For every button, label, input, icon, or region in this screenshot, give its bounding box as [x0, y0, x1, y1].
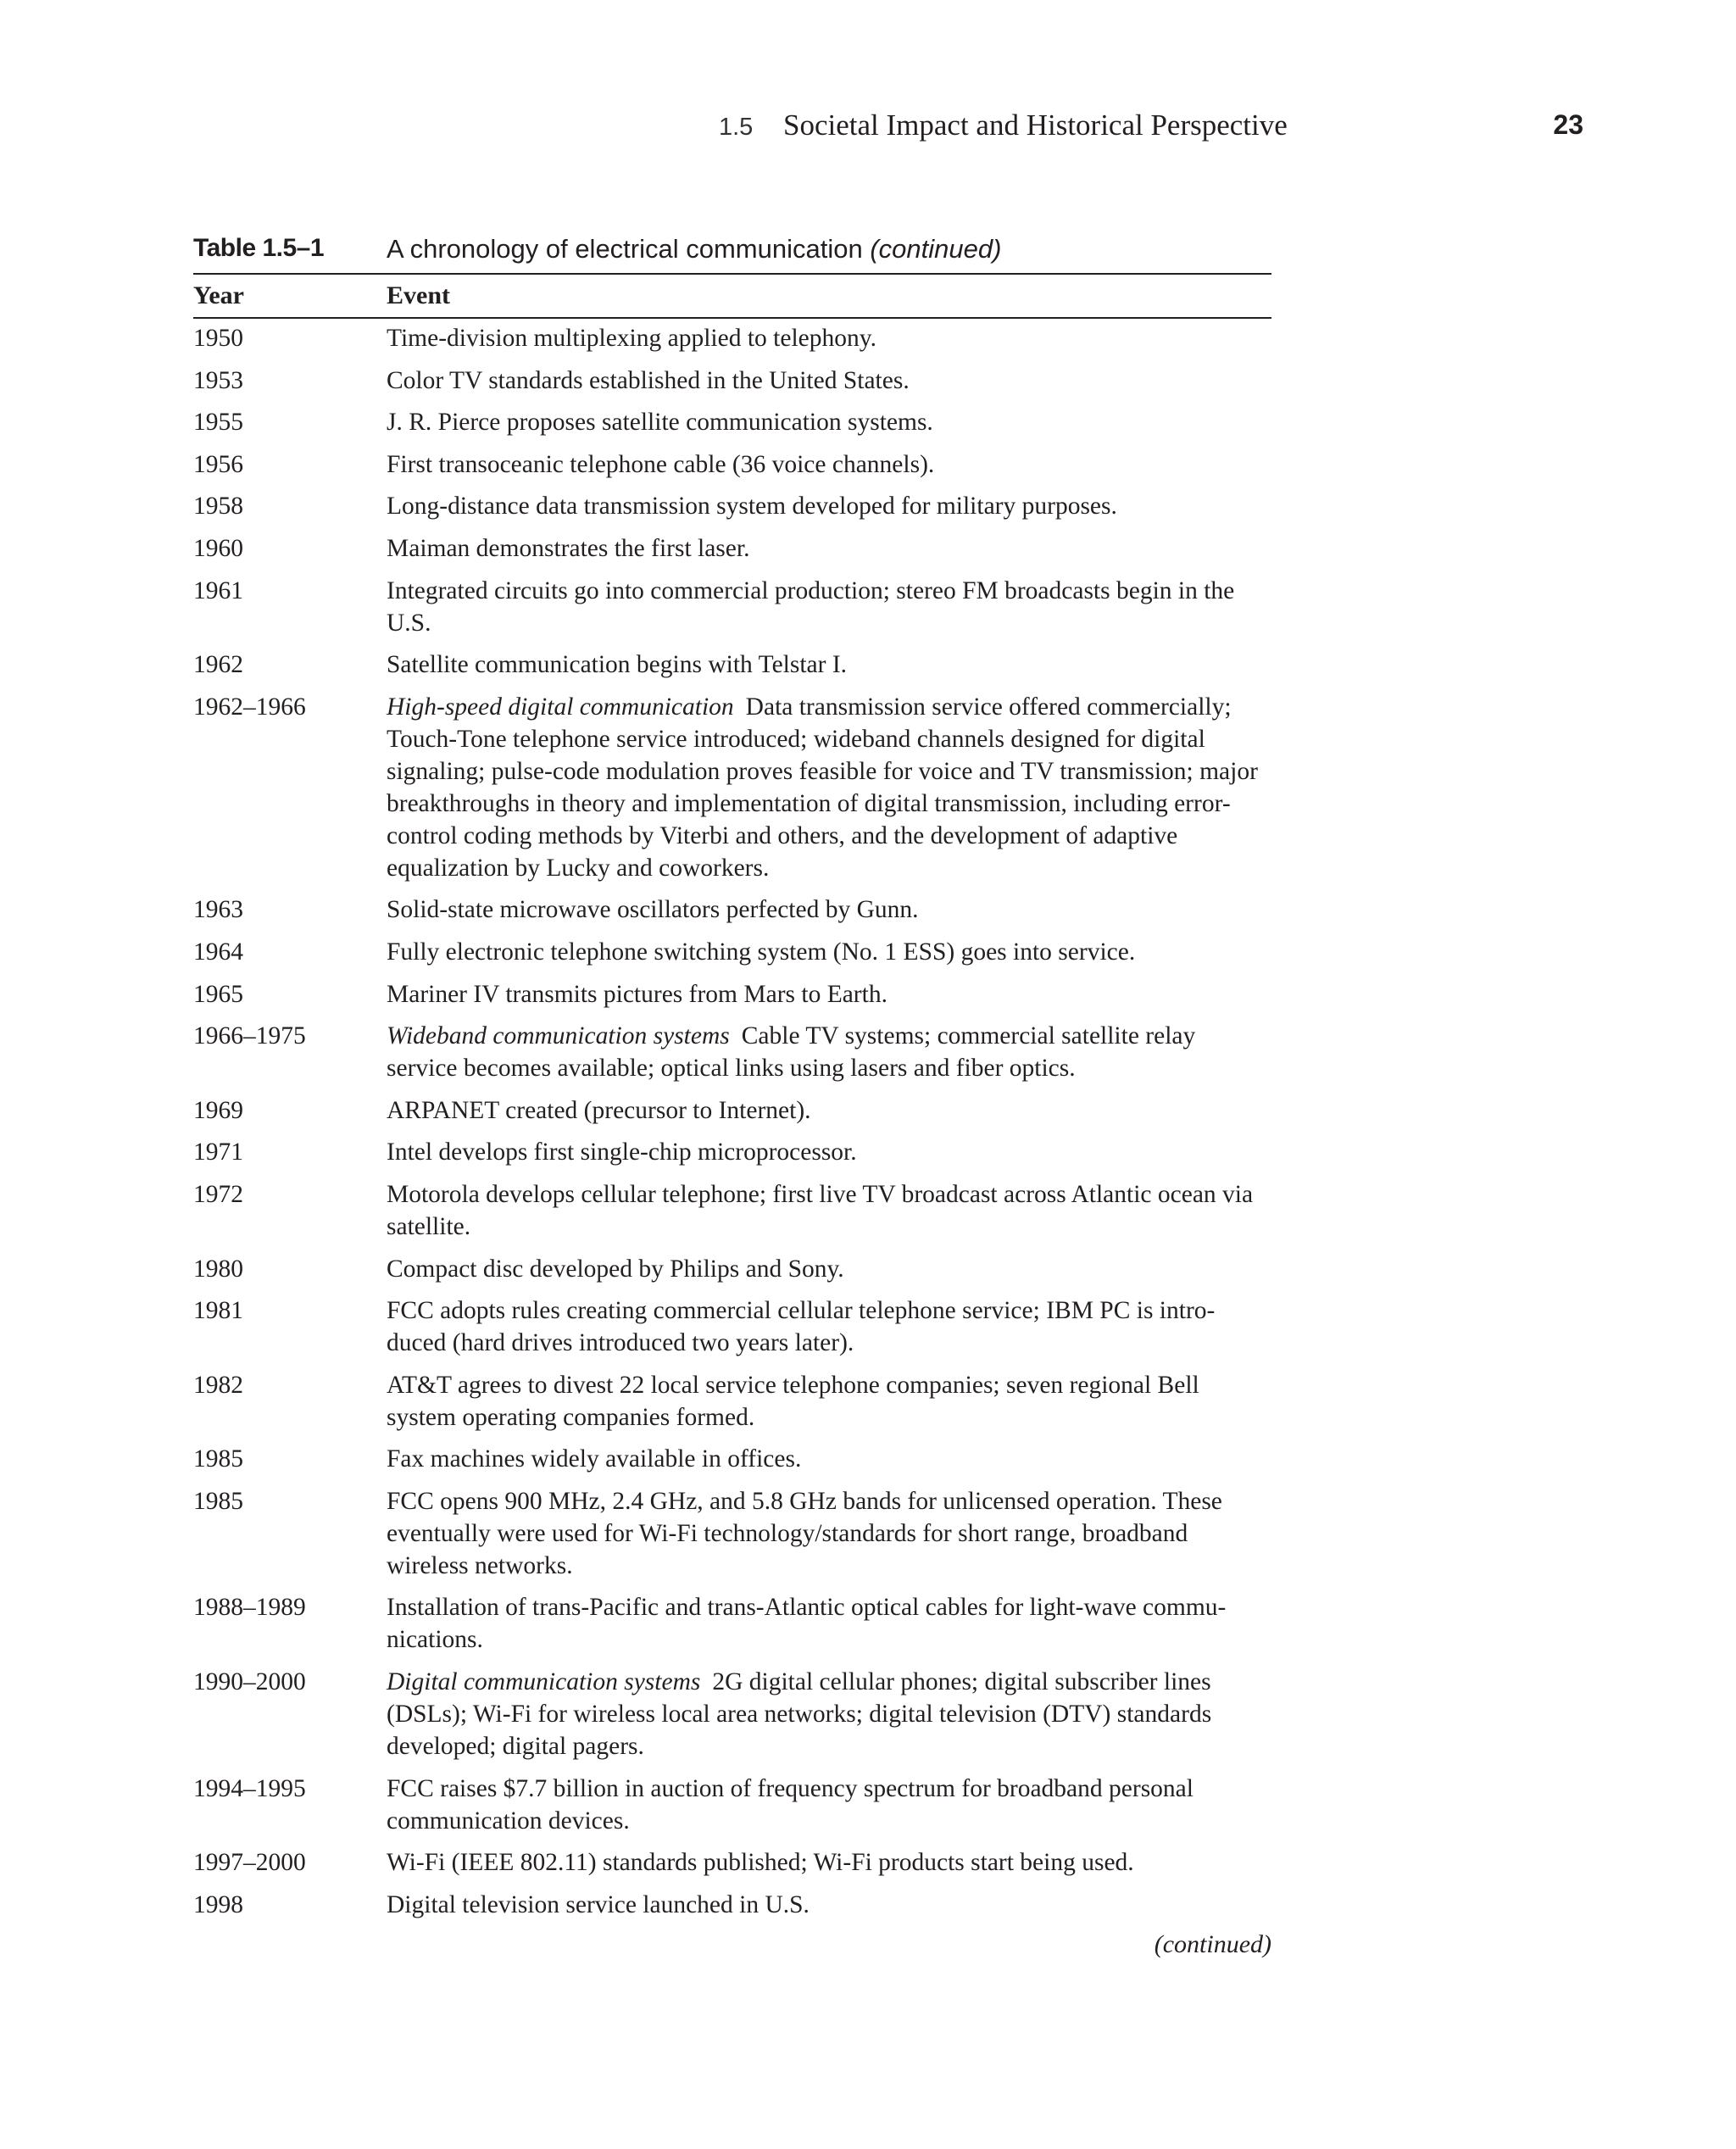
row-event	[387, 1846, 1271, 1879]
table-row	[193, 936, 1271, 968]
row-event	[387, 1136, 1271, 1168]
table-row	[193, 894, 1271, 926]
row-event	[387, 1020, 1271, 1084]
table-row	[193, 1020, 1271, 1084]
table-row	[193, 978, 1271, 1010]
table-row	[193, 691, 1271, 884]
table-title	[387, 234, 1001, 264]
section-number: 1.5	[719, 114, 754, 141]
row-event	[387, 1094, 1271, 1127]
row-event-text: FCC opens 900 MHz, 2.4 GHz, and 5.8 GHz bands for unlicensed operation. These eventually were used for Wi-Fi technology/standards for short range, broadband wireless networks.	[387, 1487, 1222, 1579]
row-event-text: Wi-Fi (IEEE 802.11) standards published; Wi-Fi products start being used.	[387, 1849, 1134, 1877]
page-number: 23	[1553, 109, 1583, 140]
table-row	[193, 406, 1271, 438]
row-event-text: Digital television service launched in U.S.	[387, 1890, 810, 1918]
table-row	[193, 1253, 1271, 1285]
row-year: 1958	[193, 493, 243, 521]
row-event	[387, 1889, 1271, 1921]
row-event-text: Motorola develops cellular telephone; first live TV broadcast across Atlantic ocean via satellite.	[387, 1180, 1254, 1240]
row-year: 1990–2000	[193, 1668, 306, 1696]
row-year: 1972	[193, 1180, 243, 1208]
row-year: 1962	[193, 651, 243, 679]
row-event-text: FCC adopts rules creating commercial cellular telephone service; IBM PC is intro-duced (hard drives introduced two years later).	[387, 1297, 1216, 1357]
table-row	[193, 1136, 1271, 1168]
table-caption	[193, 231, 1271, 268]
row-year: 1953	[193, 366, 243, 394]
row-event	[387, 1591, 1271, 1656]
row-event-text: Compact disc developed by Philips and Sony.	[387, 1255, 844, 1283]
row-event-lead: High-speed digital communication	[387, 693, 734, 721]
row-event	[387, 322, 1271, 354]
row-event-text: First transoceanic telephone cable (36 voice channels).	[387, 450, 935, 478]
row-year: 1960	[193, 534, 243, 562]
row-event	[387, 1443, 1271, 1475]
row-year: 1994–1995	[193, 1774, 306, 1802]
row-event	[387, 448, 1271, 481]
table-row	[193, 1889, 1271, 1921]
row-event	[387, 1294, 1271, 1359]
table-row	[193, 575, 1271, 639]
row-event-text: Installation of trans-Pacific and trans-Atlantic optical cables for light-wave commu-nications.	[387, 1594, 1227, 1654]
row-event-text: Color TV standards established in the United States.	[387, 366, 910, 394]
row-event	[387, 406, 1271, 438]
row-event-text: Long-distance data transmission system developed for military purposes.	[387, 493, 1117, 521]
table-header-row	[193, 275, 1271, 319]
row-year: 1969	[193, 1096, 243, 1124]
row-event	[387, 1253, 1271, 1285]
table-row	[193, 1846, 1271, 1879]
header-event: Event	[387, 281, 450, 309]
row-year: 1964	[193, 938, 243, 966]
row-event	[387, 1666, 1271, 1762]
row-year: 1971	[193, 1139, 243, 1166]
row-year: 1956	[193, 450, 243, 478]
table-row	[193, 1773, 1271, 1837]
table-row	[193, 365, 1271, 397]
continued-note: (continued)	[1154, 1930, 1271, 1959]
row-year: 1955	[193, 409, 243, 437]
row-year: 1965	[193, 980, 243, 1008]
row-event-text: Fully electronic telephone switching system (No. 1 ESS) goes into service.	[387, 938, 1136, 966]
table-row	[193, 649, 1271, 681]
table-row	[193, 1666, 1271, 1762]
running-head	[0, 109, 1736, 151]
row-year: 1980	[193, 1255, 243, 1283]
row-event	[387, 936, 1271, 968]
row-event-text: Time-division multiplexing applied to telephony.	[387, 325, 876, 352]
row-event	[387, 1773, 1271, 1837]
table-row	[193, 490, 1271, 522]
row-event-text: Intel develops first single-chip microprocessor.	[387, 1139, 857, 1166]
row-event	[387, 365, 1271, 397]
table-title-note: (continued)	[870, 234, 1002, 264]
row-event-text: Cable TV systems; commercial satellite relay service becomes available; optical links using lasers and fiber optics.	[387, 1022, 1196, 1083]
table-row	[193, 322, 1271, 354]
row-year: 1981	[193, 1297, 243, 1325]
table-title-text: A chronology of electrical communication	[387, 234, 863, 264]
table-row	[193, 1178, 1271, 1243]
row-event	[387, 894, 1271, 926]
table-row	[193, 532, 1271, 565]
row-year: 1988–1989	[193, 1594, 306, 1622]
row-year: 1982	[193, 1371, 243, 1399]
header-year: Year	[193, 281, 244, 309]
row-year: 1998	[193, 1890, 243, 1918]
row-year: 1963	[193, 896, 243, 924]
table-row	[193, 1485, 1271, 1582]
row-year: 1950	[193, 325, 243, 352]
row-event-text: Data transmission service offered commercially; Touch-Tone telephone service introduced; wideband channels designed for digital signaling; pulse-code modulation proves feasible for voice and TV transmission; major breakthroughs in theory and implementation of digital transmission, including error-control coding methods by Viterbi and others, and the development of adaptive equalization by Lucky and coworkers.	[387, 693, 1258, 882]
row-event	[387, 691, 1271, 884]
table-row	[193, 1591, 1271, 1656]
row-event	[387, 649, 1271, 681]
row-event-text: Integrated circuits go into commercial production; stereo FM broadcasts begin in the U.S.	[387, 576, 1235, 637]
row-event-text: AT&T agrees to divest 22 local service telephone companies; seven regional Bell system operating companies formed.	[387, 1371, 1199, 1431]
row-event	[387, 978, 1271, 1010]
table-row	[193, 1443, 1271, 1475]
table-row	[193, 448, 1271, 481]
chronology-table	[193, 231, 1271, 1961]
row-event	[387, 1369, 1271, 1434]
row-event-lead: Wideband communication systems	[387, 1022, 730, 1050]
row-event-text: Fax machines widely available in offices.	[387, 1445, 802, 1473]
row-event	[387, 490, 1271, 522]
row-event-lead: Digital communication systems	[387, 1668, 701, 1696]
table-row	[193, 1094, 1271, 1127]
table-body	[193, 319, 1271, 1921]
row-year: 1985	[193, 1487, 243, 1515]
row-event	[387, 1178, 1271, 1243]
row-event	[387, 1485, 1271, 1582]
row-event-text: Satellite communication begins with Telstar I.	[387, 651, 848, 679]
row-event	[387, 575, 1271, 639]
row-event-text: 2G digital cellular phones; digital subscriber lines (DSLs); Wi-Fi for wireless local area networks; digital television (DTV) standards developed; digital pagers.	[387, 1668, 1212, 1761]
row-year: 1985	[193, 1445, 243, 1473]
row-event-text: Mariner IV transmits pictures from Mars to Earth.	[387, 980, 887, 1008]
table-label: Table 1.5–1	[193, 234, 325, 262]
row-event-text: Solid-state microwave oscillators perfected by Gunn.	[387, 896, 919, 924]
row-event	[387, 532, 1271, 565]
table-row	[193, 1369, 1271, 1434]
row-year: 1966–1975	[193, 1022, 306, 1050]
row-event-text: J. R. Pierce proposes satellite communication systems.	[387, 409, 933, 437]
row-event-text: FCC raises $7.7 billion in auction of frequency spectrum for broadband personal communication devices.	[387, 1774, 1194, 1834]
row-event-text: ARPANET created (precursor to Internet).	[387, 1096, 811, 1124]
row-event-text: Maiman demonstrates the first laser.	[387, 534, 750, 562]
row-year: 1961	[193, 576, 243, 604]
row-year: 1962–1966	[193, 693, 306, 721]
section-title: Societal Impact and Historical Perspective	[783, 109, 1288, 142]
row-year: 1997–2000	[193, 1849, 306, 1877]
table-row	[193, 1294, 1271, 1359]
